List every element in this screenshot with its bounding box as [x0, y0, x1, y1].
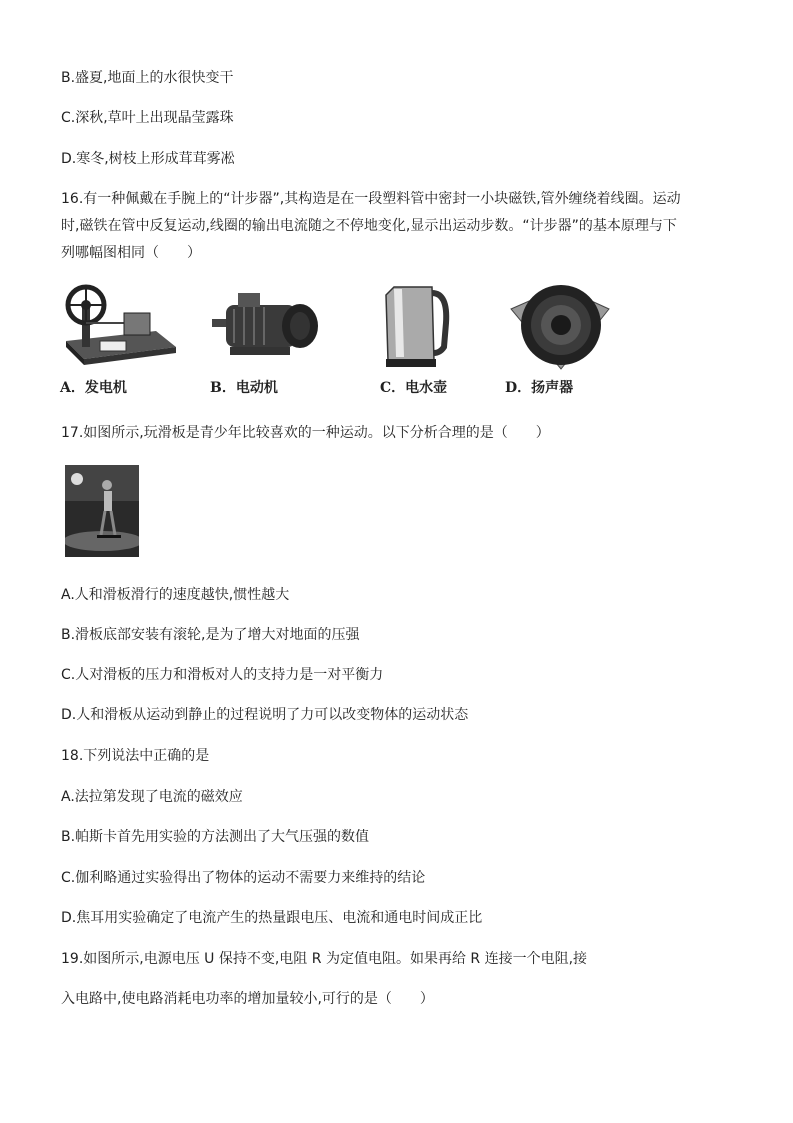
electric-kettle-icon: [380, 283, 500, 373]
figure-caption: A．发电机: [60, 380, 127, 396]
q19-stem-line1: 19.如图所示,电源电压 U 保持不变,电阻 R 为定值电阻。如果再给 R 连接一个电阻,接: [61, 951, 588, 967]
q16-stem-line2: 时,磁铁在管中反复运动,线圈的输出电流随之不停地变化,显示出运动步数。“计步器”的基本原理与下: [61, 218, 677, 234]
q18-option-a: A.法拉第发现了电流的磁效应: [61, 789, 243, 805]
q18-option-b: B.帕斯卡首先用实验的方法测出了大气压强的数值: [61, 829, 370, 845]
figure-caption: B．电动机: [210, 380, 278, 396]
q18-option-c: C.伽利略通过实验得出了物体的运动不需要力来维持的结论: [61, 870, 426, 886]
figure-caption: C．电水壶: [380, 380, 448, 396]
q17-option-b: B.滑板底部安装有滚轮,是为了增大对地面的压强: [61, 627, 360, 643]
skateboard-photo: [65, 465, 139, 557]
q15-option-c: C.深秋,草叶上出现晶莹露珠: [61, 110, 234, 126]
q18-stem: 18.下列说法中正确的是: [61, 748, 210, 764]
q16-figures: [60, 283, 620, 403]
q16-stem-line3: 列哪幅图相同（ ）: [61, 245, 201, 261]
skateboarder-image: [65, 465, 139, 557]
q16-stem-line1: 16.有一种佩戴在手腕上的“计步器”,其构造是在一段塑料管中密封一小块磁铁,管外缠绕着线圈。运动: [61, 191, 681, 207]
q17-option-a: A.人和滑板滑行的速度越快,惯性越大: [61, 587, 290, 603]
q17-option-d: D.人和滑板从运动到静止的过程说明了力可以改变物体的运动状态: [61, 707, 469, 723]
generator-icon: [60, 283, 180, 373]
figure-caption: D．扬声器: [505, 380, 574, 396]
q17-option-c: C.人对滑板的压力和滑板对人的支持力是一对平衡力: [61, 667, 384, 683]
q15-option-d: D.寒冬,树枝上形成茸茸雾凇: [61, 151, 235, 167]
q17-stem: 17.如图所示,玩滑板是青少年比较喜欢的一种运动。以下分析合理的是（ ）: [61, 425, 550, 441]
loudspeaker-icon: [505, 283, 625, 373]
figure-electric-motor: [210, 283, 340, 403]
electric-motor-icon: [210, 283, 330, 373]
q19-stem-line2: 入电路中,使电路消耗电功率的增加量较小,可行的是（ ）: [61, 991, 434, 1007]
q15-option-b: B.盛夏,地面上的水很快变干: [61, 70, 234, 86]
figure-loudspeaker: [505, 283, 635, 403]
figure-generator: [60, 283, 190, 403]
q18-option-d: D.焦耳用实验确定了电流产生的热量跟电压、电流和通电时间成正比: [61, 910, 483, 926]
figure-electric-kettle: [380, 283, 510, 403]
